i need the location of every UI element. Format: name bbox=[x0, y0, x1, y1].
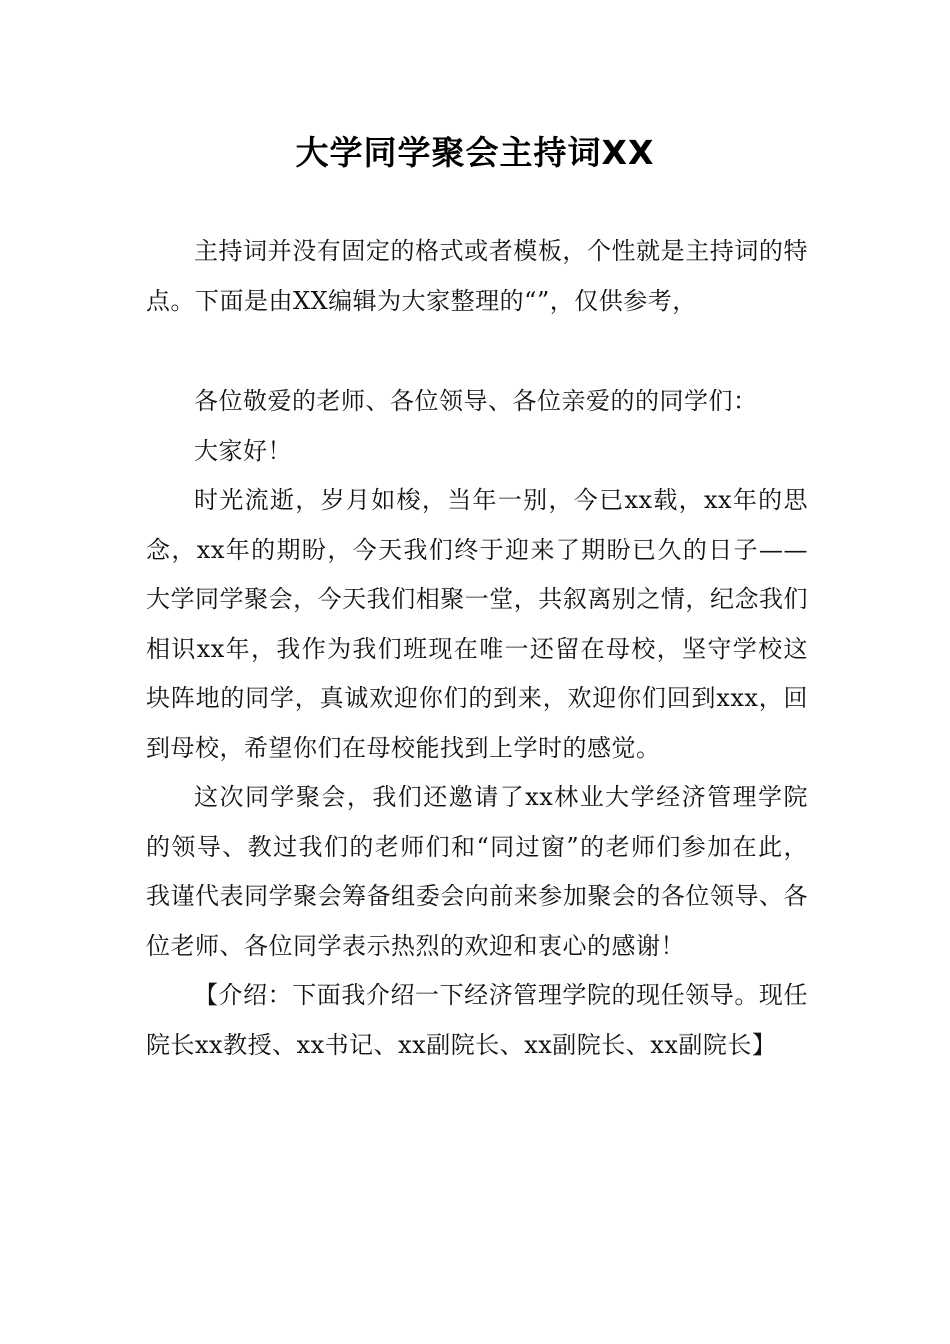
document-title: 大学同学聚会主持词XX bbox=[295, 133, 655, 172]
greeting-salutation: 各位敬爱的老师、各位领导、各位亲爱的的同学们： bbox=[194, 387, 758, 415]
invitation-paragraph: 这次同学聚会，我们还邀请了xx林业大学经济管理学院的领导、教过我们的老师们和“同过窗”的老师们参加在此，我谨代表同学聚会筹备组委会向前来参加聚会的各位领导、各位老师、各位同学表示热烈的欢迎和衷心的感谢！ bbox=[146, 783, 808, 960]
greeting-hello: 大家好！ bbox=[194, 436, 292, 465]
document-body bbox=[146, 227, 808, 1070]
opening-paragraph: 时光流逝，岁月如梭，当年一别，今已xx载，xx年的思念，xx年的期盼，今天我们终于迎来了期盼已久的日子——大学同学聚会，今天我们相聚一堂，共叙离别之情，纪念我们相识xx年，我作为我们班现在唯一还留在母校，坚守学校这块阵地的同学，真诚欢迎你们的到来，欢迎你们回到xxx，回到母校，希望你们在母校能找到上学时的感觉。 bbox=[146, 486, 808, 762]
intro-paragraph: 主持词并没有固定的格式或者模板，个性就是主持词的特点。下面是由XX编辑为大家整理的“”，仅供参考， bbox=[146, 237, 808, 315]
introduction-paragraph: 【介绍：下面我介绍一下经济管理学院的现任领导。现任院长xx教授、xx书记、xx副院长、xx副院长、xx副院长】 bbox=[146, 981, 808, 1059]
paragraph-gap bbox=[146, 326, 808, 375]
